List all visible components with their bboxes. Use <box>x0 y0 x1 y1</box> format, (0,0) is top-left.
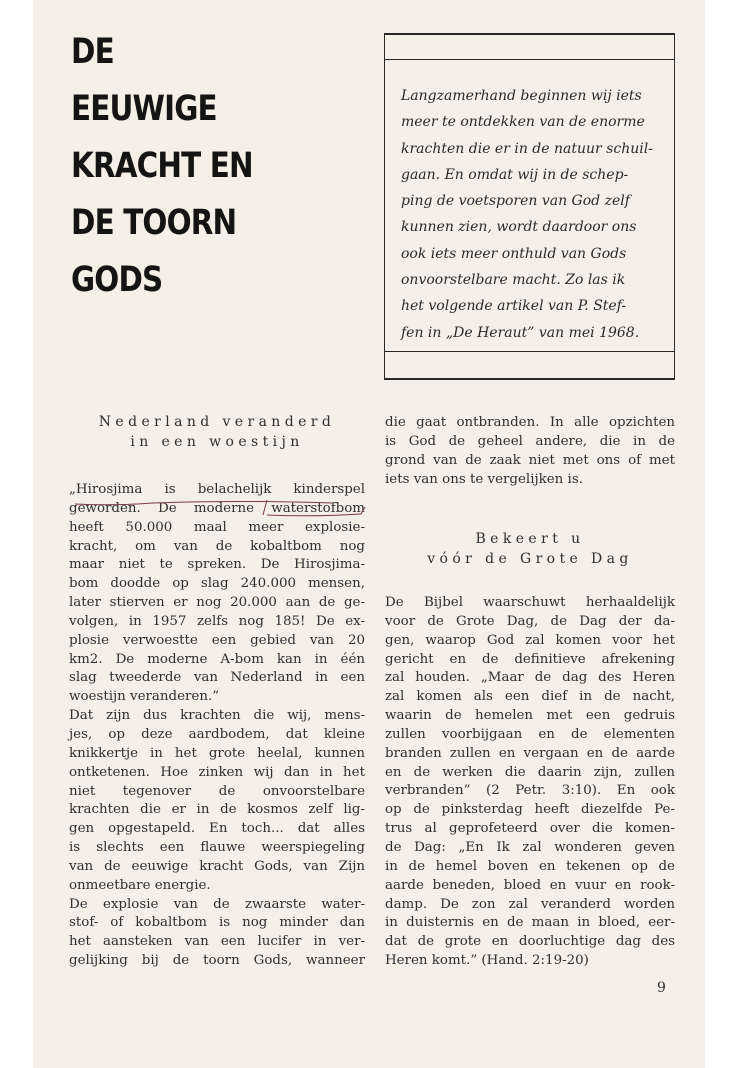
body-column-right <box>385 414 675 489</box>
quote-line: fen in „De Heraut” van mei 1968. <box>401 324 640 341</box>
section-heading-bekeert <box>385 529 675 569</box>
body-line: iets van ons te vergelijken is. <box>385 471 583 487</box>
intro-quote-box <box>384 33 675 380</box>
body-line: zal houden. „Maar de dag des Heren <box>385 670 675 686</box>
article-title <box>71 24 315 309</box>
body-line: die gaat ontbranden. In alle opzichten <box>385 415 675 430</box>
body-column-right-section-2 <box>385 594 675 971</box>
quote-line: gaan. En omdat wij in de schep- <box>401 166 629 183</box>
body-line: De explosie van de zwaarste water- <box>69 896 365 912</box>
body-line: verbranden” (2 Petr. 3:10). En ook <box>385 783 675 799</box>
body-line: damp. De zon zal veranderd worden <box>385 896 675 912</box>
body-line: onmeetbare energie. <box>69 877 211 893</box>
body-line: zal komen als een dief in de nacht, <box>385 689 675 705</box>
heading-line: vóór de Grote Dag <box>427 551 633 567</box>
body-line: „Hirosjima is belachelijk kinderspel <box>69 482 365 497</box>
body-line: trus al geprofeteerd over die komen- <box>385 821 675 837</box>
body-line: zullen voorbijgaan en de elementen <box>385 726 675 742</box>
body-line: gen opgestapeld. En toch... dat alles <box>69 821 365 837</box>
body-line: ontketenen. Hoe zinken wij dan in het <box>69 764 365 780</box>
body-line: geworden. De moderne waterstofbom <box>69 500 365 516</box>
body-line: op de pinksterdag heeft diezelfde Pe- <box>385 802 675 818</box>
quote-line: het volgende artikel van P. Stef- <box>401 298 627 315</box>
body-line: aarde beneden, bloed en vuur en rook- <box>385 877 675 893</box>
body-line: is God de geheel andere, die in de <box>385 433 675 449</box>
title-line: KRACHT EN <box>71 146 253 186</box>
magazine-page <box>33 0 705 1068</box>
body-line: grond van de zaak niet met ons of met <box>385 452 675 468</box>
body-line: km2. De moderne A-bom kan in één <box>69 651 365 667</box>
body-line: het aansteken van een lucifer in ver- <box>69 934 365 950</box>
body-line: slag tweederde van Nederland in een <box>69 670 365 686</box>
body-line: plosie verwoestte een gebied van 20 <box>69 632 365 648</box>
body-line: voor de Grote Dag, de Dag der da- <box>385 613 675 629</box>
heading-line: Bekeert u <box>475 531 585 547</box>
body-line: gen, waarop God zal komen voor het <box>385 632 675 648</box>
body-line: volgen, in 1957 zelfs nog 185! De ex- <box>69 613 365 629</box>
title-line: DE TOORN <box>71 203 237 243</box>
body-line: is slechts een flauwe weerspiegeling <box>69 840 365 856</box>
body-line: maar niet te spreken. De Hirosjima- <box>69 557 365 573</box>
body-line: krachten die er in de kosmos zelf lig- <box>69 802 365 818</box>
body-line: woestijn veranderen.” <box>69 689 220 705</box>
heading-line: Nederland veranderd <box>98 414 336 430</box>
body-line: stof- of kobaltbom is nog minder dan <box>69 915 365 931</box>
body-column-left <box>69 481 365 971</box>
body-line: de Dag: „En Ik zal wonderen geven <box>385 839 675 855</box>
body-line: dat de grote en doorluchtige dag des <box>385 934 675 950</box>
body-line: gericht en de definitieve afrekening <box>385 651 675 667</box>
quote-line: kunnen zien, wordt daardoor ons <box>401 219 637 236</box>
quote-line: Langzamerhand beginnen wij iets <box>401 88 642 104</box>
body-line: gelijking bij de toorn Gods, wanneer <box>69 953 365 969</box>
heading-line: in een woestijn <box>130 434 304 450</box>
section-heading-nederland <box>69 412 365 452</box>
quote-line: onvoorstelbare macht. Zo las ik <box>401 272 626 289</box>
body-line: kracht, om van de kobaltbom nog <box>69 538 365 554</box>
body-line: in de hemel boven en tekenen op de <box>385 858 675 874</box>
body-line: branden zullen en vergaan en de aarde <box>385 745 675 761</box>
body-line: later stierven er nog 20.000 aan de ge- <box>69 595 365 611</box>
quote-line: meer te ontdekken van de enorme <box>401 114 645 131</box>
body-line: knikkertje in het grote heelal, kunnen <box>69 745 365 761</box>
quote-line: ping de voetsporen van God zelf <box>401 193 630 210</box>
intro-quote-text <box>401 83 664 346</box>
body-line: waarin de hemelen met een gedruis <box>385 708 675 724</box>
body-line: niet tegenover de onvoorstelbare <box>69 783 365 799</box>
title-line: GODS <box>71 260 163 300</box>
body-line: jes, op deze aardbodem, dat kleine <box>69 726 365 742</box>
body-line: heeft 50.000 maal meer explosie- <box>69 519 365 535</box>
body-line: en de werken die daarin zijn, zullen <box>385 764 675 780</box>
title-line: DE <box>71 32 114 72</box>
body-line: bom doodde op slag 240.000 mensen, <box>69 576 365 592</box>
quote-line: krachten die er in de natuur schuil- <box>401 140 653 157</box>
body-line: Heren komt.” (Hand. 2:19-20) <box>385 953 589 969</box>
body-line: De Bijbel waarschuwt herhaaldelijk <box>385 595 675 610</box>
body-line: in duisternis en de maan in bloed, eer- <box>385 915 675 931</box>
title-line: EEUWIGE <box>71 89 217 129</box>
body-line: Dat zijn dus krachten die wij, mens- <box>69 708 365 724</box>
page-number: 9 <box>657 980 666 996</box>
quote-line: ook iets meer onthuld van Gods <box>401 245 627 262</box>
body-line: van de eeuwige kracht Gods, van Zijn <box>69 858 365 874</box>
